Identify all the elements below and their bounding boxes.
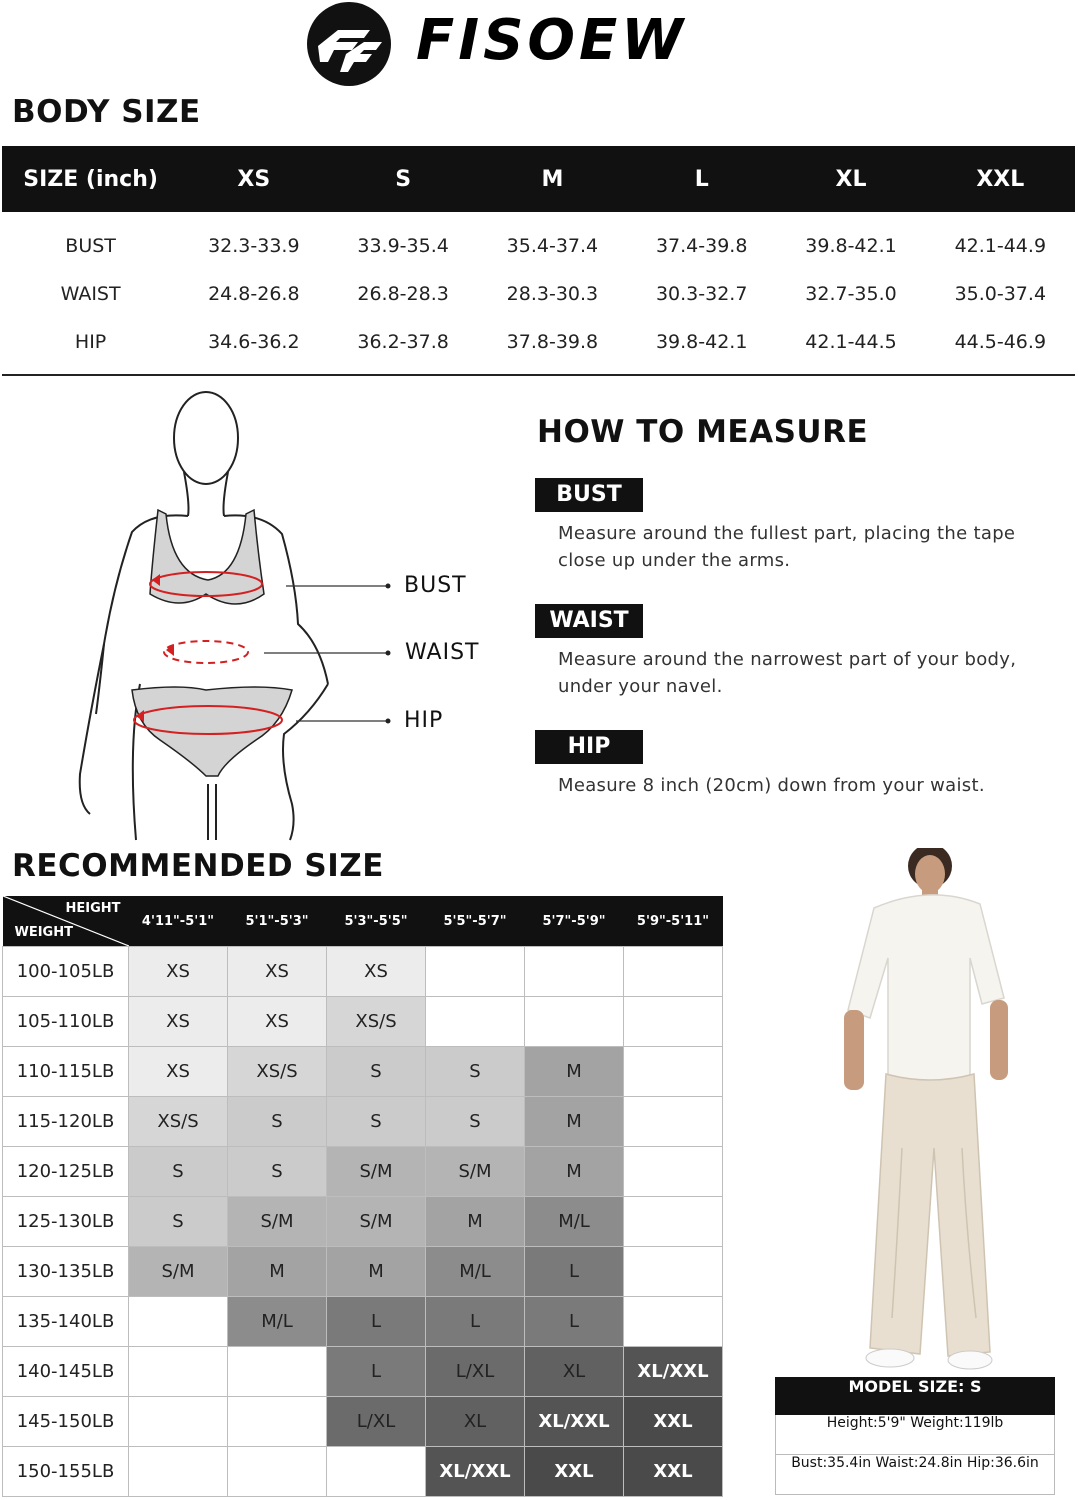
size-cell: L <box>525 1297 624 1347</box>
size-cell: XS <box>129 997 228 1047</box>
size-cell: XS/S <box>129 1097 228 1147</box>
size-cell: L <box>327 1347 426 1397</box>
size-cell <box>426 997 525 1047</box>
measure-badge-bust: BUST <box>535 478 643 512</box>
size-cell <box>228 1447 327 1497</box>
size-cell <box>624 1197 723 1247</box>
corner-weight-label: WEIGHT <box>14 925 73 940</box>
model-measurements: Bust:35.4in Waist:24.8in Hip:36.6in <box>775 1455 1055 1495</box>
size-cell: L/XL <box>327 1397 426 1447</box>
weight-row <box>3 1047 723 1097</box>
weight-label: 105-110LB <box>3 997 129 1047</box>
measure-desc-waist <box>558 646 1068 700</box>
body-size-title: BODY SIZE <box>12 94 201 130</box>
size-cell: S/M <box>129 1247 228 1297</box>
desc-line: Measure around the narrowest part of your body, <box>558 649 1017 670</box>
body-cell: 32.7-35.0 <box>805 283 897 305</box>
body-cell: 39.8-42.1 <box>655 331 748 353</box>
size-cell: XL/XXL <box>426 1447 525 1497</box>
size-cell: XXL <box>624 1397 723 1447</box>
body-cell: 34.6-36.2 <box>208 331 300 353</box>
height-header: 5'9"-5'11" <box>624 896 723 947</box>
weight-label: 115-120LB <box>3 1097 129 1147</box>
weight-row <box>3 1447 723 1497</box>
weight-row <box>3 1247 723 1297</box>
body-cell: 44.5-46.9 <box>954 331 1047 353</box>
size-cell: XS/S <box>228 1047 327 1097</box>
body-size-table <box>2 146 1075 366</box>
size-cell <box>624 1097 723 1147</box>
size-cell <box>525 997 624 1047</box>
size-cell <box>327 1447 426 1497</box>
size-cell: XL <box>426 1397 525 1447</box>
size-cell <box>624 1247 723 1297</box>
size-header-xl: XL <box>835 166 867 192</box>
brand-name: FISOEW <box>416 8 688 73</box>
weight-label: 135-140LB <box>3 1297 129 1347</box>
size-cell: M <box>525 1147 624 1197</box>
weight-label: 130-135LB <box>3 1247 129 1297</box>
weight-label: 125-130LB <box>3 1197 129 1247</box>
weight-label: 140-145LB <box>3 1347 129 1397</box>
body-figure-illustration <box>60 384 400 844</box>
size-cell: XXL <box>525 1447 624 1497</box>
size-cell: XS <box>228 997 327 1047</box>
size-cell: L <box>327 1297 426 1347</box>
weight-row <box>3 1397 723 1447</box>
weight-label: 110-115LB <box>3 1047 129 1097</box>
measure-badge-waist: WAIST <box>535 604 643 638</box>
size-cell: M <box>525 1047 624 1097</box>
corner-height-label: HEIGHT <box>65 901 121 916</box>
size-unit-header: SIZE (inch) <box>23 166 158 192</box>
size-cell: M/L <box>228 1297 327 1347</box>
body-cell: 28.3-30.3 <box>506 283 599 305</box>
height-header-row <box>3 896 723 947</box>
figure-label-hip: HIP <box>404 708 444 733</box>
measure-badge-hip: HIP <box>535 730 643 764</box>
size-cell <box>129 1297 228 1347</box>
size-cell <box>525 947 624 997</box>
weight-row <box>3 947 723 997</box>
size-cell: S <box>426 1097 525 1147</box>
height-header: 5'7"-5'9" <box>525 896 624 947</box>
size-cell: M <box>426 1197 525 1247</box>
body-cell: 36.2-37.8 <box>357 331 449 353</box>
size-header-l: L <box>694 166 709 192</box>
body-cell: 35.4-37.4 <box>506 235 599 257</box>
corner-header <box>3 896 129 947</box>
section-divider <box>2 374 1075 376</box>
body-cell: 35.0-37.4 <box>954 283 1047 305</box>
size-cell <box>129 1347 228 1397</box>
weight-row <box>3 997 723 1047</box>
size-cell <box>228 1347 327 1397</box>
size-cell: S <box>426 1047 525 1097</box>
size-cell <box>624 1047 723 1097</box>
size-cell: S/M <box>228 1197 327 1247</box>
size-cell <box>129 1397 228 1447</box>
weight-label: 100-105LB <box>3 947 129 997</box>
size-cell: S <box>327 1097 426 1147</box>
recommended-size-table <box>2 896 723 1497</box>
size-cell <box>228 1397 327 1447</box>
size-header-s: S <box>395 166 412 192</box>
size-header-xs: XS <box>237 166 271 192</box>
weight-row <box>3 1347 723 1397</box>
weight-row <box>3 1097 723 1147</box>
size-cell: M <box>327 1247 426 1297</box>
size-cell: M <box>228 1247 327 1297</box>
size-cell: L <box>525 1247 624 1297</box>
recommended-size-title: RECOMMENDED SIZE <box>12 848 384 884</box>
body-cell: 33.9-35.4 <box>357 235 449 257</box>
size-cell <box>129 1447 228 1497</box>
desc-line: close up under the arms. <box>558 550 791 571</box>
size-cell: S/M <box>327 1147 426 1197</box>
size-cell: XS <box>228 947 327 997</box>
size-cell <box>624 997 723 1047</box>
size-header-xxl: XXL <box>976 166 1025 192</box>
body-cell: 42.1-44.9 <box>954 235 1047 257</box>
size-cell: XS <box>129 1047 228 1097</box>
weight-label: 150-155LB <box>3 1447 129 1497</box>
body-cell: 30.3-32.7 <box>655 283 748 305</box>
body-cell: 24.8-26.8 <box>208 283 300 305</box>
size-cell: S/M <box>327 1197 426 1247</box>
size-cell: S <box>228 1147 327 1197</box>
weight-row <box>3 1147 723 1197</box>
size-cell <box>624 947 723 997</box>
measure-desc-bust <box>558 520 1068 574</box>
row-label: WAIST <box>60 283 121 305</box>
body-cell: 32.3-33.9 <box>208 235 300 257</box>
model-height-weight: Height:5'9" Weight:119lb <box>775 1415 1055 1455</box>
desc-line: Measure around the fullest part, placing the tape <box>558 523 1016 544</box>
figure-label-bust: BUST <box>404 573 467 598</box>
model-size-title: MODEL SIZE: S <box>775 1377 1055 1415</box>
body-cell: 42.1-44.5 <box>805 331 897 353</box>
size-cell: XL/XXL <box>525 1397 624 1447</box>
desc-line: Measure 8 inch (20cm) down from your waist. <box>558 775 985 796</box>
body-cell: 37.4-39.8 <box>655 235 748 257</box>
size-cell <box>624 1147 723 1197</box>
height-header: 5'1"-5'3" <box>228 896 327 947</box>
body-cell: 26.8-28.3 <box>357 283 449 305</box>
size-cell: XS <box>129 947 228 997</box>
height-header: 5'5"-5'7" <box>426 896 525 947</box>
weight-row <box>3 1197 723 1247</box>
size-cell: S <box>129 1197 228 1247</box>
model-photo <box>830 848 1020 1370</box>
model-size-box <box>775 1377 1055 1495</box>
size-cell: XS <box>327 947 426 997</box>
size-cell: XS/S <box>327 997 426 1047</box>
body-size-header-row <box>2 146 1075 212</box>
size-cell: S <box>327 1047 426 1097</box>
body-row-hip <box>2 318 1075 366</box>
size-cell <box>426 947 525 997</box>
size-cell: XL <box>525 1347 624 1397</box>
size-cell: XXL <box>624 1447 723 1497</box>
body-row-bust <box>2 222 1075 270</box>
height-header: 5'3"-5'5" <box>327 896 426 947</box>
desc-line: under your navel. <box>558 676 723 697</box>
size-cell: XL/XXL <box>624 1347 723 1397</box>
size-cell: M <box>525 1097 624 1147</box>
row-label: BUST <box>65 235 116 257</box>
size-cell: M/L <box>426 1247 525 1297</box>
size-cell: M/L <box>525 1197 624 1247</box>
size-cell <box>624 1297 723 1347</box>
body-row-waist <box>2 270 1075 318</box>
size-cell: S <box>129 1147 228 1197</box>
height-header: 4'11"-5'1" <box>129 896 228 947</box>
size-cell: L/XL <box>426 1347 525 1397</box>
how-to-measure-title: HOW TO MEASURE <box>537 414 869 450</box>
weight-label: 120-125LB <box>3 1147 129 1197</box>
weight-label: 145-150LB <box>3 1397 129 1447</box>
size-header-m: M <box>541 166 564 192</box>
measure-desc-hip <box>558 772 1068 799</box>
brand-logo-icon <box>306 2 392 86</box>
size-cell: L <box>426 1297 525 1347</box>
row-label: HIP <box>74 331 107 353</box>
weight-row <box>3 1297 723 1347</box>
size-cell: S/M <box>426 1147 525 1197</box>
size-cell: S <box>228 1097 327 1147</box>
body-cell: 39.8-42.1 <box>805 235 897 257</box>
figure-label-waist: WAIST <box>405 640 480 665</box>
body-cell: 37.8-39.8 <box>506 331 599 353</box>
